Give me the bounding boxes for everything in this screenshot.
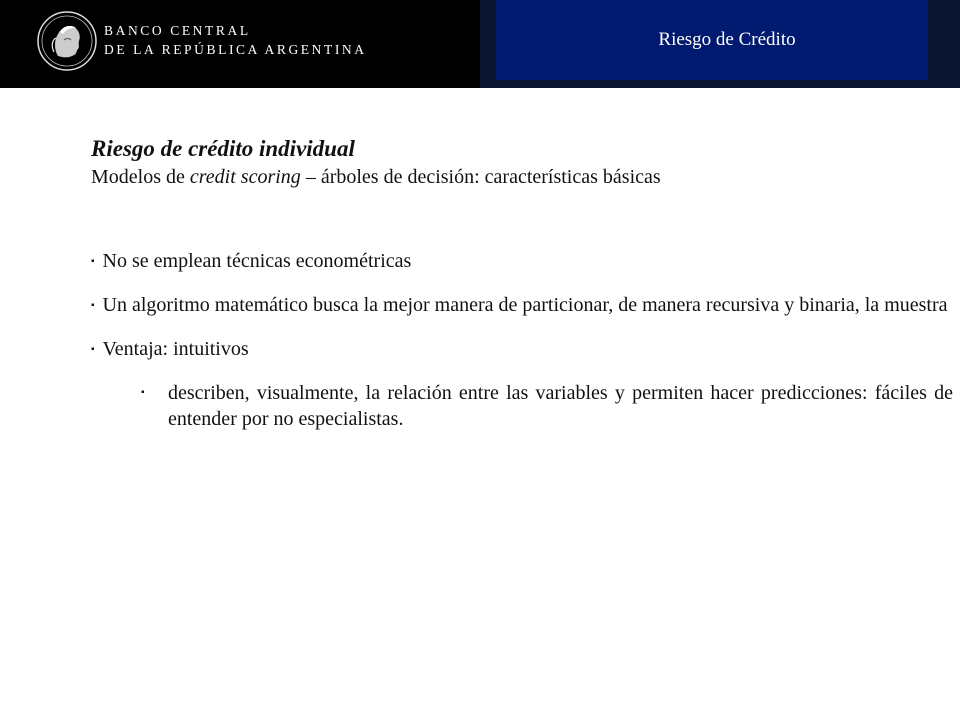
bullet-text: Ventaja: intuitivos — [102, 338, 249, 360]
bullet-item — [91, 292, 953, 319]
subheading-italic: credit scoring — [189, 166, 301, 188]
header-title-area — [480, 0, 960, 88]
slide-subheading — [91, 164, 953, 190]
subheading-pre: Modelos de — [91, 166, 190, 188]
bullet-text: Un algoritmo matemático busca la mejor manera de particionar, de manera recursiva y binaria, la muestra — [102, 294, 948, 316]
section-title-box — [496, 0, 928, 80]
section-title: Riesgo de Crédito — [658, 29, 796, 50]
bullet-text: No se emplean técnicas econométricas — [102, 250, 412, 272]
slide-heading: Riesgo de crédito individual — [91, 136, 355, 161]
bullet-list — [91, 248, 953, 432]
bank-name — [104, 21, 367, 59]
bullet-item — [91, 248, 953, 275]
republic-head-emblem-icon — [36, 10, 98, 72]
bullet-item — [91, 336, 953, 363]
slide-content — [91, 134, 953, 432]
header-logo-area — [0, 0, 480, 88]
bullet-square-icon: ▪ — [141, 387, 145, 398]
bullet-square-icon: ▪ — [91, 344, 95, 355]
bullet-square-icon: ▪ — [91, 300, 95, 311]
sub-bullet-text: describen, visualmente, la relación entre las variables y permiten hacer predicciones: fáciles de entender por no especialistas. — [168, 382, 953, 430]
bank-name-line1: BANCO CENTRAL — [104, 23, 251, 38]
bullet-square-icon: ▪ — [91, 256, 95, 267]
subheading-post: – árboles de decisión: características básicas — [300, 166, 661, 188]
bank-name-line2: DE LA REPÚBLICA ARGENTINA — [104, 42, 367, 57]
sub-bullet-item — [141, 380, 953, 432]
